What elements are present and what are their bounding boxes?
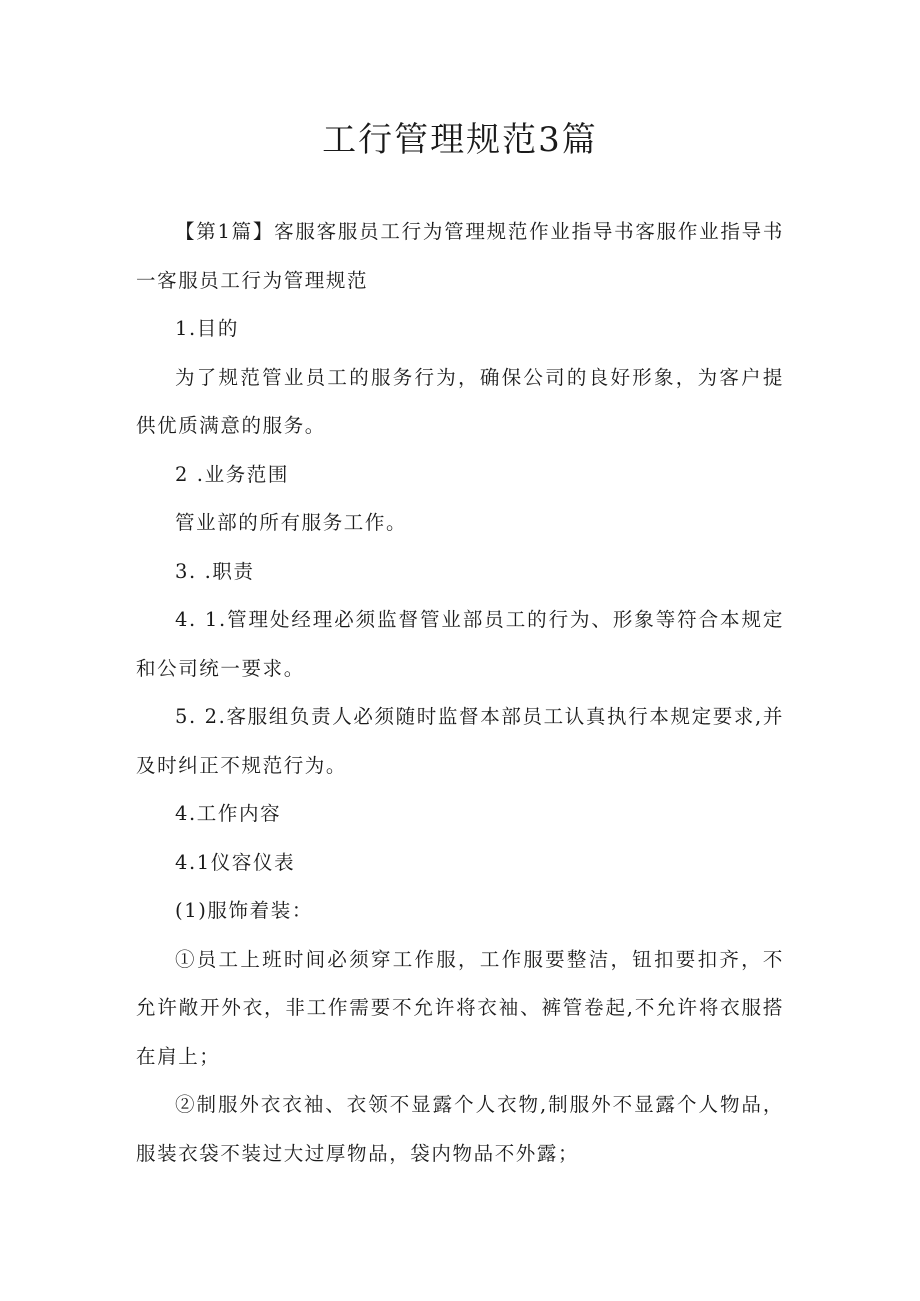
paragraph-5: 管业部的所有服务工作。 xyxy=(175,511,408,534)
paragraph-8: 5. 2.客服组负责人必须随时监督本部员工认真执行本规定要求,并及时纠正不规范行为。 xyxy=(136,705,784,777)
paragraph-2: 1.目的 xyxy=(175,317,240,340)
paragraph-7: 4. 1.管理处经理必须监督管业部员工的行为、形象等符合本规定和公司统一要求。 xyxy=(136,608,784,680)
document-body xyxy=(136,208,784,1178)
paragraph-9: 4.工作内容 xyxy=(175,802,282,825)
paragraph-3: 为了规范管业员工的服务行为，确保公司的良好形象，为客户提供优质满意的服务。 xyxy=(136,365,784,437)
paragraph-1: 【第1篇】客服客服员工行为管理规范作业指导书客服作业指导书一客服员工行为管理规范 xyxy=(136,220,784,292)
paragraph-11: (1)服饰着装： xyxy=(175,899,313,922)
document-title: 工行管理规范3篇 xyxy=(322,120,598,160)
paragraph-10: 4.1仪容仪表 xyxy=(175,850,296,874)
paragraph-13: ②制服外衣衣袖、衣领不显露个人衣物,制服外不显露个人物品，服装衣袋不装过大过厚物品，袋内物品不外露； xyxy=(136,1093,784,1165)
paragraph-4: 2 .业务范围 xyxy=(175,462,290,486)
paragraph-6: 3. .职责 xyxy=(175,559,255,583)
paragraph-12: ①员工上班时间必须穿工作服，工作服要整洁，钮扣要扣齐，不允许敞开外衣，非工作需要不允许将衣袖、裤管卷起,不允许将衣服搭在肩上； xyxy=(136,947,784,1068)
